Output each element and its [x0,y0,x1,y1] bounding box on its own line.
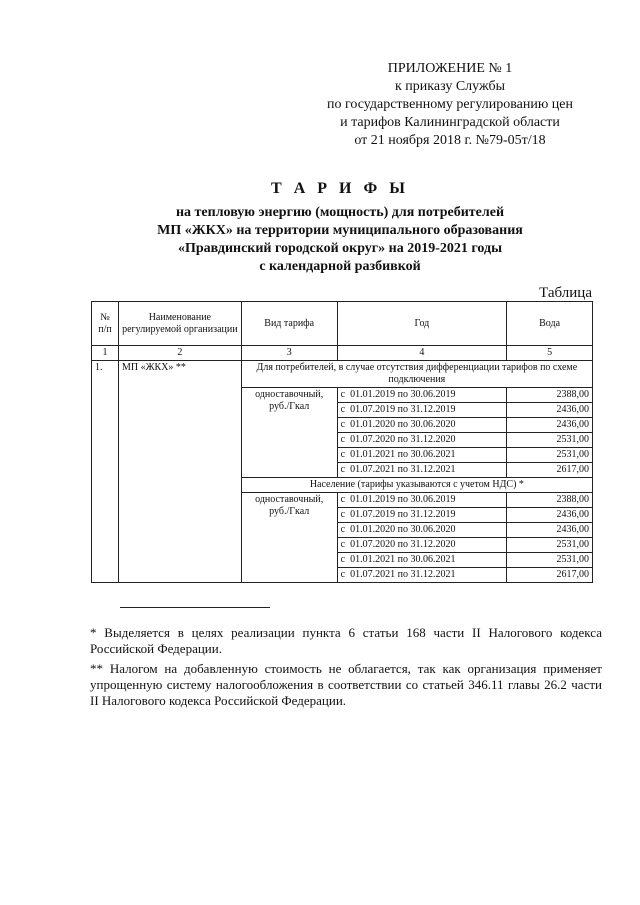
footnotes [90,625,602,713]
header-water: Вода [507,302,593,346]
tariff-type: одноставочный, руб./Гкал [241,388,337,478]
appendix-line: к приказу Службы [395,79,505,94]
title-line: «Правдинский городской округ» на 2019-2021 годы [177,241,503,256]
appendix-line: ПРИЛОЖЕНИЕ № 1 [387,61,513,76]
tariff-value: 2388,00 [507,388,593,403]
period: 01.07.2019 по 31.12.2019 [350,509,456,520]
title-line: на тепловую энергию (мощность) для потребителей [175,205,505,220]
period: 01.07.2019 по 31.12.2019 [350,404,456,415]
period-cell [337,388,507,403]
tariff-value: 2436,00 [507,523,593,538]
table-caption: Таблица [539,285,592,301]
header-year: Год [337,302,507,346]
col-number: 4 [337,346,507,361]
period: 01.07.2020 по 31.12.2020 [350,434,456,445]
org-name: МП «ЖКХ» ** [118,361,241,583]
period: 01.01.2020 по 30.06.2020 [350,524,456,535]
table-header-row [92,302,593,346]
period: 01.01.2020 по 30.06.2020 [350,419,456,430]
period: 01.07.2021 по 31.12.2021 [350,464,456,475]
section1-title: Для потребителей, в случае отсутствия дифференциации тарифов по схеме подключения [241,361,592,388]
tariff-value: 2436,00 [507,403,593,418]
title-main: Т А Р И Ф Ы [271,180,409,197]
period-cell [337,463,507,478]
footnote: * Выделяется в целях реализации пункта 6 статьи 168 части II Налогового кодекса Российской Федерации. [90,625,602,656]
period-cell [337,403,507,418]
header-num: № п/п [92,302,119,346]
from-label: с [340,524,346,535]
col-number: 3 [241,346,337,361]
col-number: 1 [92,346,119,361]
tariff-value: 2388,00 [507,493,593,508]
section2-title: Население (тарифы указываются с учетом НДС) * [241,478,592,493]
from-label: с [340,419,346,430]
period-cell [337,553,507,568]
document-title [90,180,590,276]
period-cell [337,568,507,583]
from-label: с [340,389,346,400]
section1-title-row [92,361,593,388]
footnote: ** Налогом на добавленную стоимость не облагается, так как организация применяет упрощенную систему налогообложения в соответствии со статьей 346.11 главы 26.2 части II Налогового кодекса Российской Федерации. [90,661,602,708]
appendix-line: от 21 ноября 2018 г. №79-05т/18 [354,133,546,148]
tariff-value: 2617,00 [507,568,593,583]
header-type: Вид тарифа [241,302,337,346]
tariff-type: одноставочный, руб./Гкал [241,493,337,583]
title-line: МП «ЖКХ» на территории муниципального образования [157,223,523,238]
from-label: с [340,404,346,415]
period-cell [337,523,507,538]
period: 01.07.2021 по 31.12.2021 [350,569,456,580]
from-label: с [340,494,346,505]
tariff-value: 2436,00 [507,508,593,523]
tariff-value: 2531,00 [507,538,593,553]
period-cell [337,538,507,553]
title-line: с календарной разбивкой [259,259,421,274]
period-cell [337,508,507,523]
from-label: с [340,569,346,580]
from-label: с [340,509,346,520]
from-label: с [340,449,346,460]
appendix-line: и тарифов Калининградской области [340,115,560,130]
footnote-divider [120,607,270,608]
period: 01.01.2021 по 30.06.2021 [350,449,456,460]
from-label: с [340,464,346,475]
period-cell [337,493,507,508]
tariff-value: 2617,00 [507,463,593,478]
tariff-value: 2531,00 [507,448,593,463]
period: 01.01.2021 по 30.06.2021 [350,554,456,565]
period: 01.01.2019 по 30.06.2019 [350,389,456,400]
period-cell [337,418,507,433]
period: 01.01.2019 по 30.06.2019 [350,494,456,505]
period: 01.07.2020 по 31.12.2020 [350,539,456,550]
appendix-header [300,60,600,150]
period-cell [337,433,507,448]
tariff-value: 2436,00 [507,418,593,433]
period-cell [337,448,507,463]
appendix-line: по государственному регулированию цен [327,97,573,112]
col-number: 2 [118,346,241,361]
tariff-value: 2531,00 [507,553,593,568]
from-label: с [340,554,346,565]
tariff-value: 2531,00 [507,433,593,448]
from-label: с [340,434,346,445]
row-number: 1. [92,361,119,583]
header-org: Наименование регулируемой организации [118,302,241,346]
from-label: с [340,539,346,550]
column-number-row [92,346,593,361]
col-number: 5 [507,346,593,361]
tariff-table [91,301,593,583]
